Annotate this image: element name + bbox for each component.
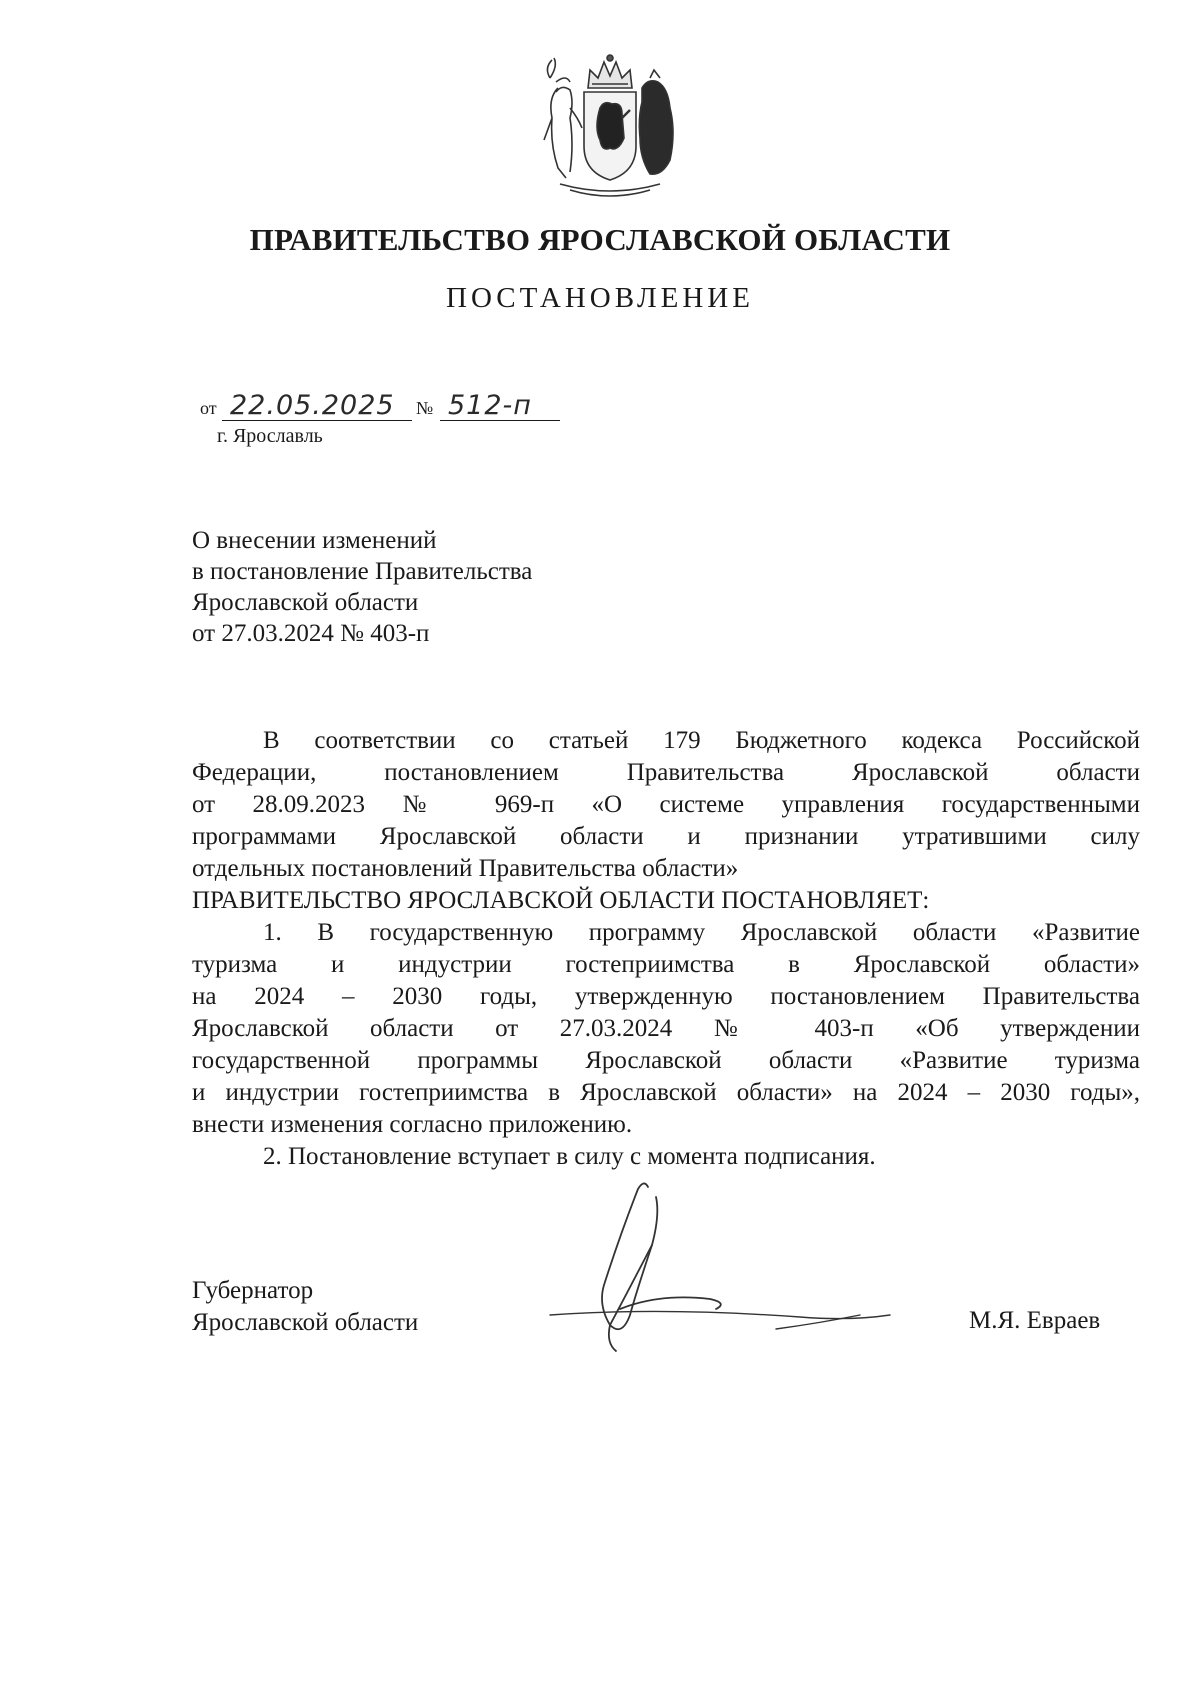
date-handwritten: 22.05.2025 [230,390,395,421]
position-line: Губернатор [192,1277,314,1304]
handwritten-signature [540,1175,920,1375]
position-line: Ярославской области [192,1309,419,1336]
subject-line: Ярославской области [192,589,419,616]
city-line: г. Ярославль [217,425,323,447]
item1-line: 1. В государственную программу Ярославской области «Развитие [263,919,1140,946]
number-handwritten: 512-п [448,390,532,421]
signatory-position [192,1275,418,1339]
item1-line: на 2024 – 2030 годы, утвержденную постановлением Правительства [192,983,1140,1010]
subject-line: О внесении изменений [192,527,437,554]
coat-of-arms-emblem [530,48,690,198]
organization-title: ПРАВИТЕЛЬСТВО ЯРОСЛАВСКОЙ ОБЛАСТИ [249,222,951,257]
subject-line: от 27.03.2024 № 403-п [192,620,430,647]
preamble-line: В соответствии со статьей 179 Бюджетного кодекса Российской [263,727,1140,754]
item1-line: внести изменения согласно приложению. [192,1111,633,1138]
preamble-line: программами Ярославской области и признании утратившими силу [192,823,1140,850]
item2-line: 2. Постановление вступает в силу с момента подписания. [263,1143,876,1170]
registration-line [200,385,580,425]
subject-line: в постановление Правительства [192,558,533,585]
document-type: ПОСТАНОВЛЕНИЕ [446,282,754,314]
preamble-line: от 28.09.2023 № 969-п «О системе управления государственными [192,791,1140,818]
date-prefix: от [200,398,217,418]
number-prefix: № [416,398,434,418]
document-body [192,725,1140,1173]
item1-line: и индустрии гостеприимства в Ярославской области» на 2024 – 2030 годы», [192,1079,1140,1106]
item1-line: государственной программы Ярославской области «Развитие туризма [192,1047,1140,1074]
resolves-line: ПРАВИТЕЛЬСТВО ЯРОСЛАВСКОЙ ОБЛАСТИ ПОСТАНОВЛЯЕТ: [192,887,930,914]
preamble-line: Федерации, постановлением Правительства Ярославской области [192,759,1140,786]
item1-line: туризма и индустрии гостеприимства в Ярославской области» [192,951,1140,978]
signer-name: М.Я. Евраев [969,1307,1101,1334]
document-subject [192,525,532,649]
item1-line: Ярославской области от 27.03.2024 № 403-п «Об утверждении [192,1015,1140,1042]
preamble-line: отдельных постановлений Правительства области» [192,855,739,882]
